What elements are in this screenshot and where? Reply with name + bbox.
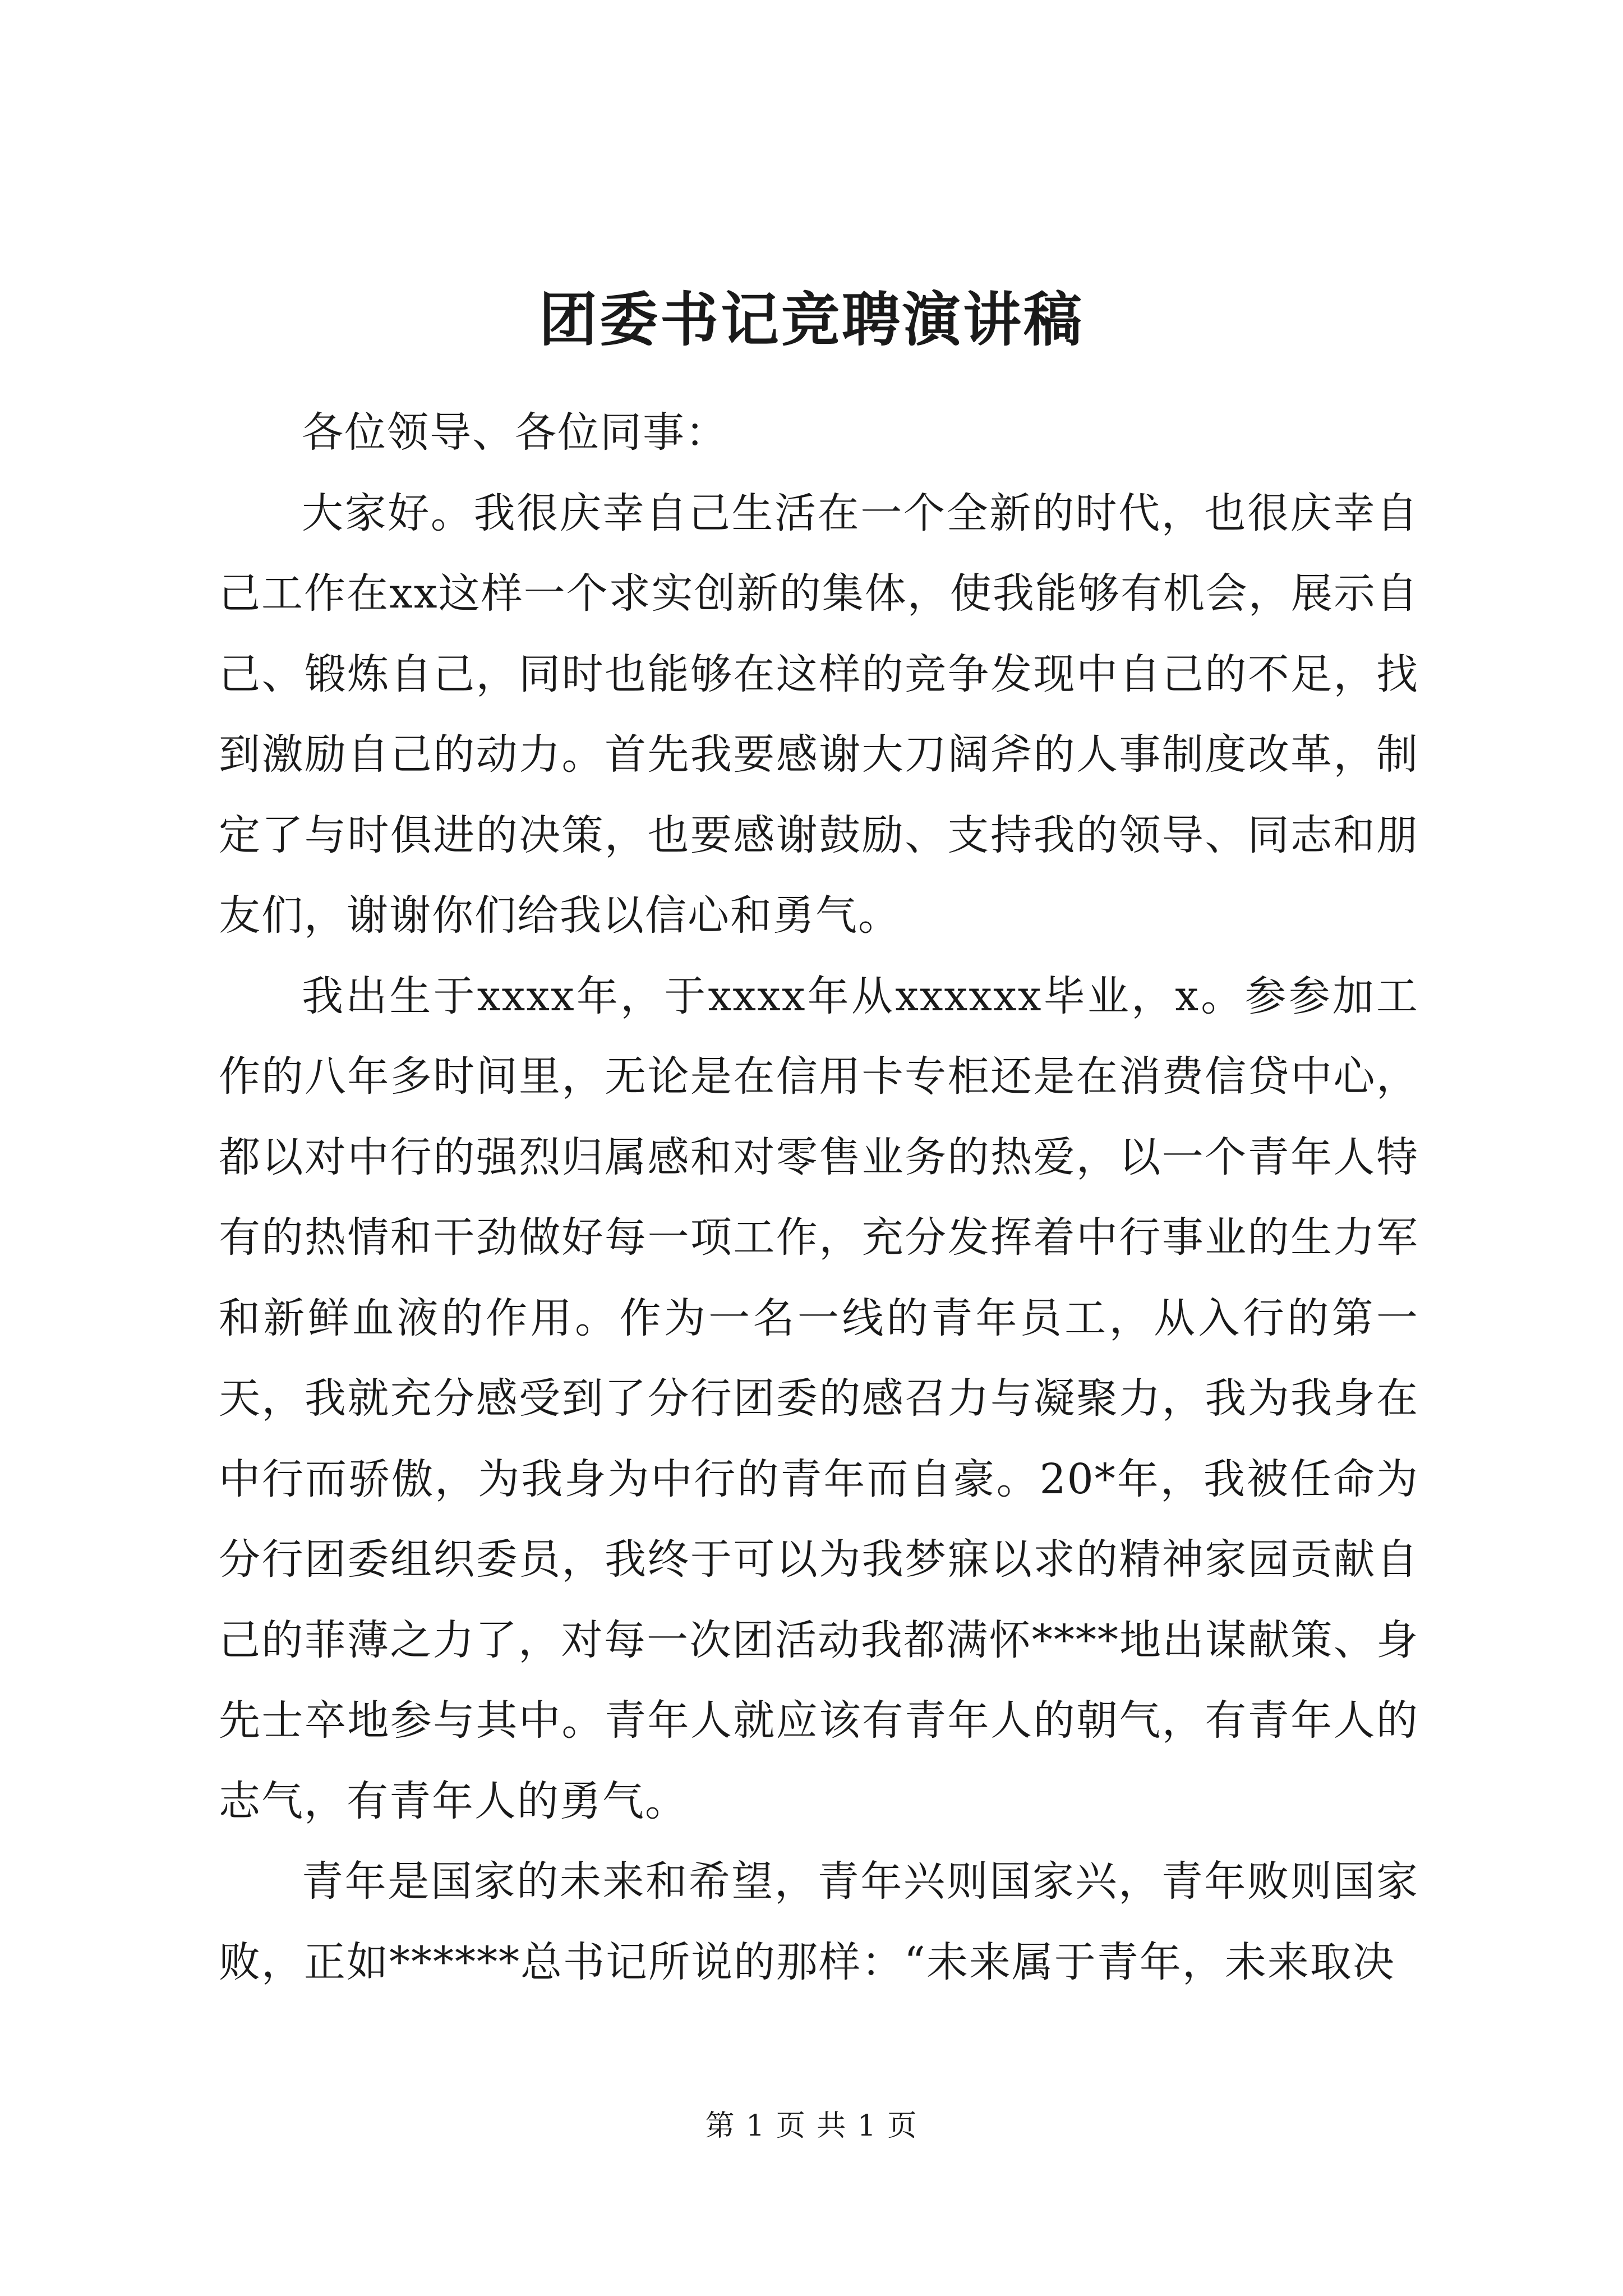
salutation: 各位领导、各位同事： xyxy=(302,408,728,457)
page-footer: 第 1 页 共 1 页 xyxy=(705,2109,918,2143)
document-body xyxy=(219,393,1419,2003)
paragraph-3: 青年是国家的未来和希望，青年兴则国家兴，青年败则国家败，正如******总书记所说的那样：“未来属于青年，未来取决 xyxy=(219,1857,1419,1986)
paragraph-1: 大家好。我很庆幸自己生活在一个全新的时代，也很庆幸自己工作在xx这样一个求实创新的集体，使我能够有机会，展示自己、锻炼自己，同时也能够在这样的竞争发现中自己的不足，找到激励自己的动力。首先我要感谢大刀阔斧的人事制度改革，制定了与时俱进的决策，也要感谢鼓励、支持我的领导、同志和朋友们，谢谢你们给我以信心和勇气。 xyxy=(219,489,1419,940)
paragraph-2: 我出生于xxxx年，于xxxx年从xxxxxx毕业，x。参参加工作的八年多时间里，无论是在信用卡专柜还是在消费信贷中心，都以对中行的强烈归属感和对零售业务的热爱，以一个青年人特有的热情和干劲做好每一项工作，充分发挥着中行事业的生力军和新鲜血液的作用。作为一名一线的青年员工，从入行的第一天，我就充分感受到了分行团委的感召力与凝聚力，我为我身在中行而骄傲，为我身为中行的青年而自豪。20*年，我被任命为分行团委组织委员，我终于可以为我梦寐以求的精神家园贡献自己的菲薄之力了，对每一次团活动我都满怀****地出谋献策、身先士卒地参与其中。青年人就应该有青年人的朝气，有青年人的志气，有青年人的勇气。 xyxy=(219,972,1419,1825)
document-title: 团委书记竞聘演讲稿 xyxy=(538,285,1084,354)
